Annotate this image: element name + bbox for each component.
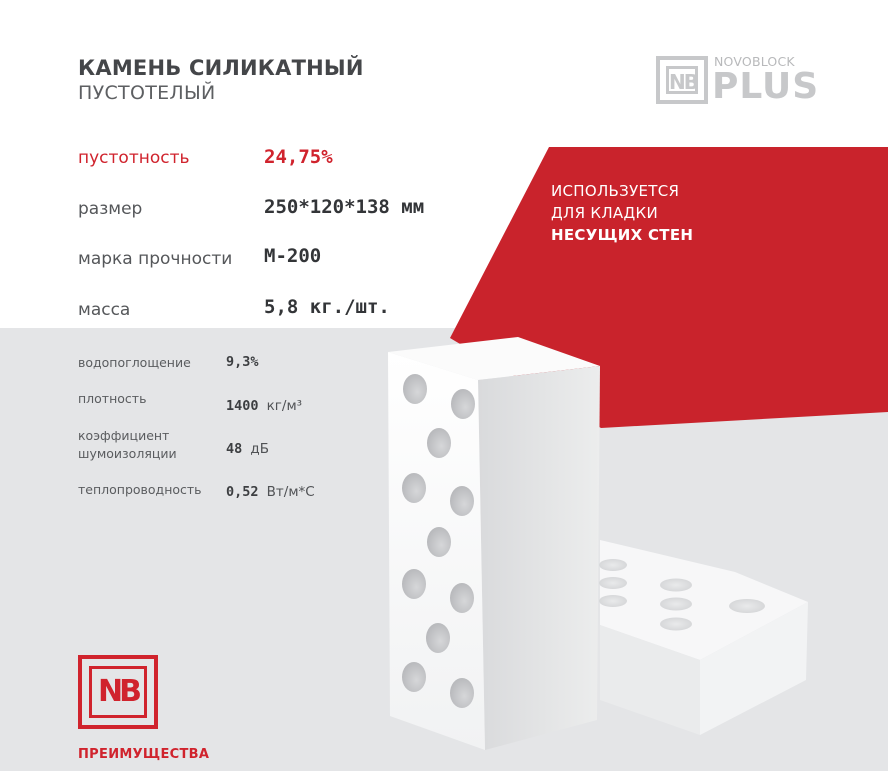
property-value-noise: [226, 441, 269, 457]
usage-line: ИСПОЛЬЗУЕТСЯ: [551, 182, 680, 200]
lying-brick: [599, 540, 808, 735]
logo-brand-top: NOVOBLOCK: [714, 54, 795, 69]
property-value-density: [226, 398, 302, 414]
property-unit: Вт/м*С: [266, 484, 315, 500]
usage-note: [551, 180, 693, 246]
property-value-thermal: [226, 484, 315, 500]
spec-value-voidness: 24,75%: [264, 146, 333, 168]
property-label-thermal: теплопроводность: [78, 482, 202, 497]
property-number: 1400: [226, 398, 259, 414]
page-title: КАМЕНЬ СИЛИКАТНЫЙ: [78, 56, 364, 80]
nb-footer-logo-text: NB: [89, 666, 147, 718]
spec-value-strength: М-200: [264, 245, 322, 267]
nb-footer-logo: [78, 655, 158, 729]
property-unit: дБ: [250, 441, 270, 457]
property-label-line: коэффициент: [78, 428, 170, 443]
logo-mark-text: NB: [666, 66, 698, 94]
product-title-block: [78, 56, 364, 104]
property-label-noise: [78, 427, 177, 463]
usage-line: ДЛЯ КЛАДКИ: [551, 204, 658, 222]
property-number: 0,52: [226, 484, 259, 500]
logo-brand-bottom: PLUS: [712, 66, 820, 107]
property-label-density: плотность: [78, 391, 147, 406]
property-label-water-absorption: водопоглощение: [78, 355, 191, 370]
spec-label-strength: марка прочности: [78, 249, 233, 269]
usage-line-emphasis: НЕСУЩИХ СТЕН: [551, 226, 694, 244]
property-number: 9,3%: [226, 354, 259, 370]
property-unit: кг/м³: [266, 398, 303, 414]
spec-label-voidness: пустотность: [78, 148, 190, 168]
spec-value-size: 250*120*138 мм: [264, 196, 425, 218]
spec-value-mass: 5,8 кг./шт.: [264, 296, 390, 318]
property-number: 48: [226, 441, 243, 457]
standing-brick: [388, 337, 600, 750]
spec-label-size: размер: [78, 199, 143, 219]
property-value-water-absorption: [226, 354, 259, 370]
page-subtitle: ПУСТОТЕЛЫЙ: [78, 82, 216, 104]
logo-mark: [656, 56, 708, 104]
property-label-line: шумоизоляции: [78, 446, 177, 461]
advantages-heading: ПРЕИМУЩЕСТВА: [78, 747, 210, 762]
spec-label-mass: масса: [78, 300, 131, 320]
